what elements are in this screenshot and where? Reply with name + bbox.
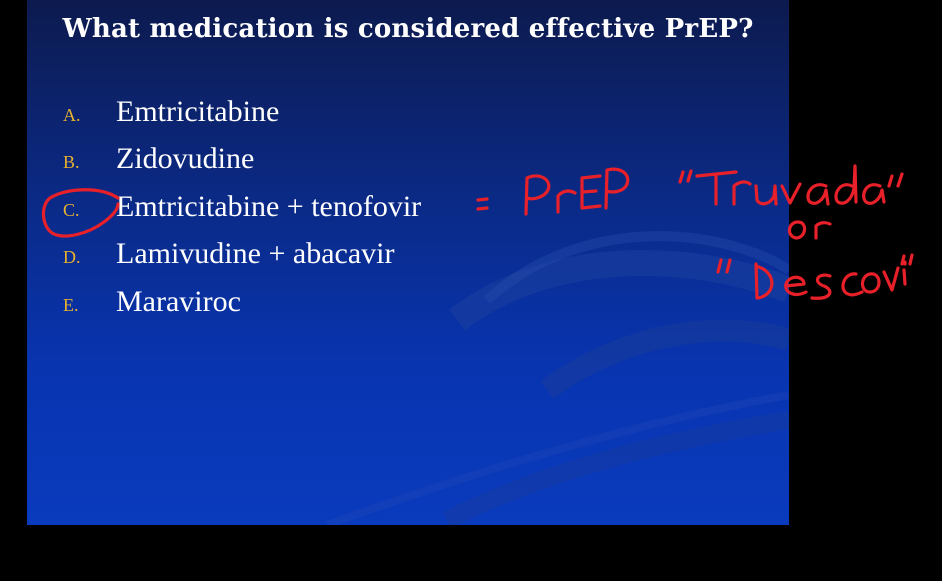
option-letter: A.: [63, 105, 81, 125]
option-letter: E.: [63, 295, 79, 315]
option-letter: D.: [63, 247, 81, 267]
quote-close2-ink: [902, 255, 912, 264]
answer-option-e: [63, 285, 241, 325]
option-text: Maraviroc: [116, 285, 241, 318]
option-text: Emtricitabine: [116, 95, 280, 128]
option-text: Zidovudine: [116, 142, 255, 175]
quote-close-ink: [889, 174, 902, 186]
answer-option-a: [63, 95, 279, 135]
slide: [27, 0, 789, 525]
option-letter: B.: [63, 152, 80, 172]
answer-option-c: [63, 190, 421, 230]
answer-option-d: [63, 237, 394, 277]
answer-option-b: [63, 142, 254, 182]
slide-title: What medication is considered effective PrEP?: [62, 14, 754, 44]
word-or-ink: [789, 222, 830, 238]
option-letter: C.: [63, 200, 80, 220]
option-text: Lamivudine + abacavir: [116, 237, 395, 270]
option-text: Emtricitabine + tenofovir: [116, 190, 422, 223]
